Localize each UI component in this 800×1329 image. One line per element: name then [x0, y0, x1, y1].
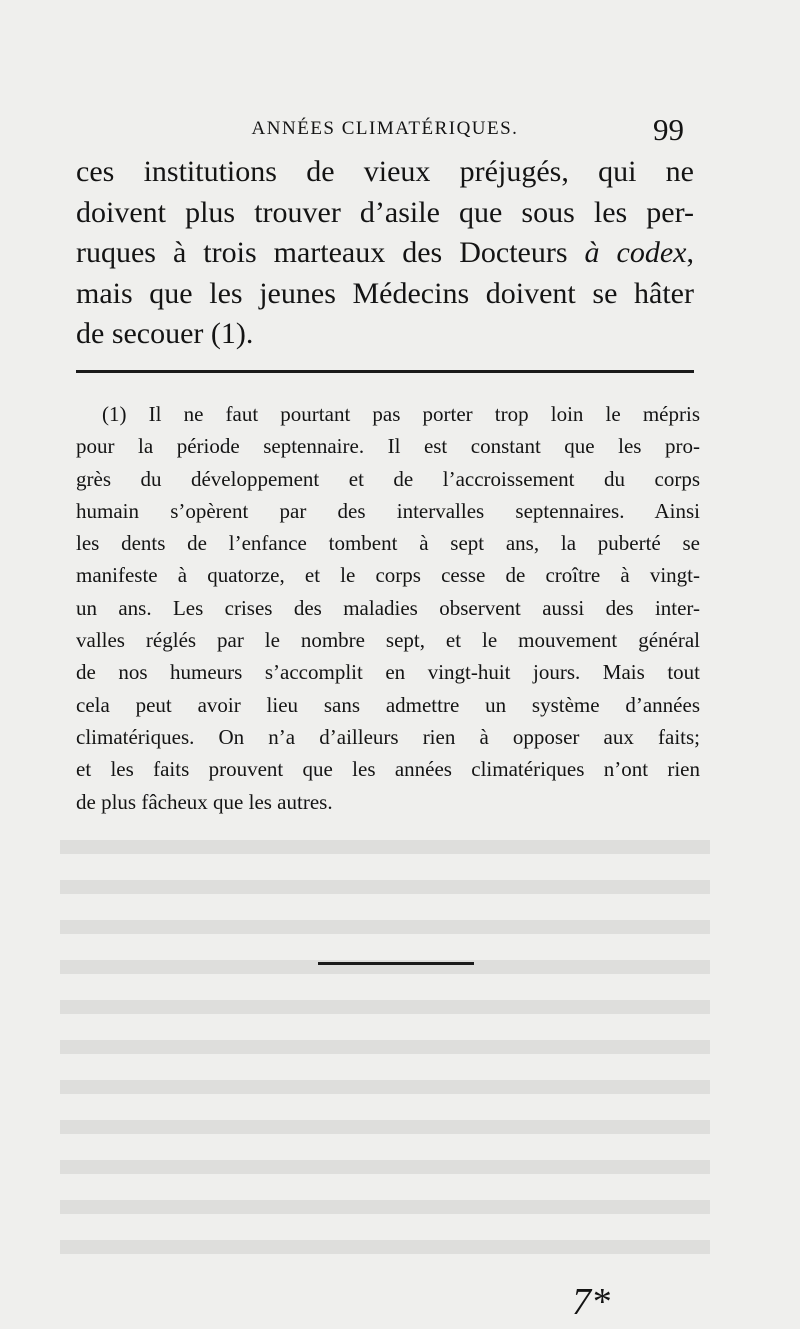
- main-text-line: ces institutions de vieux préjugés, qui ne: [76, 155, 694, 188]
- main-text-line: de secouer (1).: [76, 317, 254, 350]
- end-rule: [318, 962, 474, 965]
- italic-trailing-punctuation: ,: [686, 236, 694, 269]
- footnote-line: (1) Il ne faut pourtant pas porter trop loin le mépris: [102, 402, 700, 426]
- footnote-line: climatériques. On n’a d’ailleurs rien à opposer aux faits;: [76, 724, 700, 749]
- italic-phrase: à codex: [584, 236, 687, 269]
- footnote-line: pour la période septennaire. Il est constant que les pro-: [76, 434, 700, 459]
- signature-mark: 7*: [572, 1281, 610, 1323]
- main-text-line: mais que les jeunes Médecins doivent se hâter: [76, 276, 694, 310]
- footnote-line: cela peut avoir lieu sans admettre un système d’années: [76, 692, 700, 717]
- show-through-texture: [60, 840, 710, 1260]
- page-header: [76, 112, 694, 148]
- footnote-line: grès du développement et de l’accroissement du corps: [76, 466, 700, 491]
- footnote-line: et les faits prouvent que les années climatériques n’ont rien: [76, 757, 700, 782]
- footnote-line: manifeste à quatorze, et le corps cesse de croître à vingt-: [76, 563, 700, 588]
- footnote-line: de nos humeurs s’accomplit en vingt-huit jours. Mais tout: [76, 660, 700, 685]
- footnote-line: humain s’opèrent par des intervalles septennaires. Ainsi: [76, 498, 700, 523]
- main-text-line-part: ruques à trois marteaux des Docteurs: [76, 236, 585, 269]
- footnote-line: un ans. Les crises des maladies observent aussi des inter-: [76, 595, 700, 620]
- footnote-line: les dents de l’enfance tombent à sept ans, la puberté se: [76, 531, 700, 556]
- footnote: [76, 398, 700, 818]
- footnote-line: valles réglés par le nombre sept, et le mouvement général: [76, 628, 700, 653]
- footnote-separator-rule: [76, 370, 694, 373]
- main-text-line: doivent plus trouver d’asile que sous les per-: [76, 195, 694, 229]
- running-title: ANNÉES CLIMATÉRIQUES.: [251, 118, 519, 139]
- footnote-line: de plus fâcheux que les autres.: [76, 789, 333, 814]
- page-number: 99: [653, 112, 684, 147]
- main-text: [76, 152, 694, 355]
- main-text-line: [76, 233, 694, 274]
